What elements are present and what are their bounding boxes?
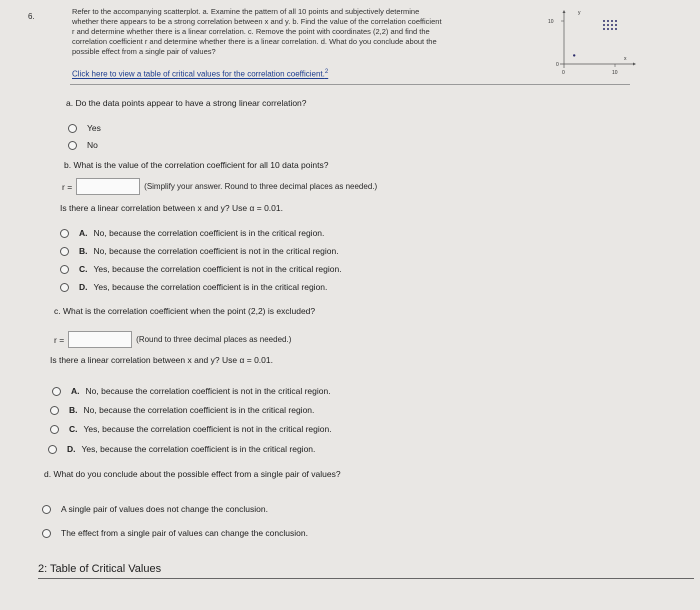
option-label: No bbox=[87, 140, 98, 150]
radio-button[interactable] bbox=[50, 425, 59, 434]
critical-values-link[interactable] bbox=[72, 69, 328, 79]
option-letter: C. bbox=[79, 264, 88, 274]
option-letter: B. bbox=[79, 246, 88, 256]
footer-divider bbox=[38, 578, 694, 579]
option-label: No, because the correlation coefficient is not in the critical region. bbox=[93, 246, 339, 256]
part-a-option-no[interactable] bbox=[68, 140, 98, 150]
part-b-prompt: b. What is the value of the correlation coefficient for all 10 data points? bbox=[64, 160, 329, 170]
option-letter: A. bbox=[71, 386, 80, 396]
part-b-option-a[interactable] bbox=[60, 228, 324, 238]
question-line: correlation coefficient r and determine whether there is a linear correlation. d. What do you conclude about the bbox=[72, 37, 437, 46]
radio-button[interactable] bbox=[42, 505, 51, 514]
part-b-question: Is there a linear correlation between x and y? Use α = 0.01. bbox=[60, 203, 283, 213]
option-label: Yes, because the correlation coefficient is in the critical region. bbox=[93, 282, 328, 292]
y-axis-label: y bbox=[578, 10, 581, 16]
scatterplot[interactable] bbox=[548, 8, 638, 78]
option-label: The effect from a single pair of values can change the conclusion. bbox=[61, 528, 308, 538]
y-max-label: 10 bbox=[548, 19, 554, 25]
y-axis-arrow bbox=[563, 10, 566, 13]
part-b-option-d[interactable] bbox=[60, 282, 327, 292]
x-axis-arrow bbox=[633, 63, 636, 66]
radio-button[interactable] bbox=[60, 283, 69, 292]
radio-button[interactable] bbox=[60, 265, 69, 274]
option-label: No, because the correlation coefficient is in the critical region. bbox=[83, 405, 315, 415]
option-letter: D. bbox=[79, 282, 88, 292]
option-letter: B. bbox=[69, 405, 78, 415]
y-origin-label: 0 bbox=[556, 62, 559, 68]
part-d-option-1[interactable] bbox=[42, 504, 268, 514]
part-c-option-b[interactable] bbox=[50, 405, 314, 415]
option-label: A single pair of values does not change the conclusion. bbox=[61, 504, 268, 514]
option-label: Yes, because the correlation coefficient is not in the critical region. bbox=[83, 424, 332, 434]
scatter-points bbox=[573, 54, 575, 56]
part-c-option-d[interactable] bbox=[48, 444, 315, 454]
critical-values-link-text[interactable]: Click here to view a table of critical values for the correlation coefficient. bbox=[72, 69, 325, 79]
question-line: possible effect from a single pair of values? bbox=[72, 47, 216, 56]
part-c-option-a[interactable] bbox=[52, 386, 331, 396]
option-letter: C. bbox=[69, 424, 78, 434]
option-label: No, because the correlation coefficient is in the critical region. bbox=[93, 228, 325, 238]
grid-icon[interactable] bbox=[603, 20, 617, 34]
x-origin-label: 0 bbox=[562, 70, 565, 76]
question-line: r and determine whether there is a linear correlation. c. Remove the point with coordinates (2,2) and find the bbox=[72, 27, 430, 36]
part-b-option-b[interactable] bbox=[60, 246, 339, 256]
part-b-option-c[interactable] bbox=[60, 264, 342, 274]
part-d-prompt: d. What do you conclude about the possible effect from a single pair of values? bbox=[44, 469, 341, 479]
option-label: Yes, because the correlation coefficient is in the critical region. bbox=[81, 444, 316, 454]
part-a-option-yes[interactable] bbox=[68, 123, 101, 133]
radio-button[interactable] bbox=[68, 124, 77, 133]
part-c-answer-row bbox=[54, 331, 291, 348]
part-d-option-2[interactable] bbox=[42, 528, 308, 538]
question-number: 6. bbox=[28, 12, 35, 21]
option-letter: A. bbox=[79, 228, 88, 238]
x-max-label: 10 bbox=[612, 70, 618, 76]
option-label: Yes bbox=[87, 123, 101, 133]
part-c-option-c[interactable] bbox=[50, 424, 332, 434]
footnote-title: 2: Table of Critical Values bbox=[38, 563, 162, 575]
radio-button[interactable] bbox=[50, 406, 59, 415]
question-line: Refer to the accompanying scatterplot. a. Examine the pattern of all 10 points and subjectively determine bbox=[72, 7, 420, 16]
part-b-r-input[interactable] bbox=[76, 178, 140, 195]
r-label: r = bbox=[54, 334, 65, 345]
scatter-point bbox=[573, 54, 575, 56]
part-c-r-input[interactable] bbox=[68, 331, 132, 348]
radio-button[interactable] bbox=[52, 387, 61, 396]
x-axis-label: x bbox=[624, 56, 627, 62]
part-a-prompt: a. Do the data points appear to have a strong linear correlation? bbox=[66, 98, 307, 108]
option-label: Yes, because the correlation coefficient is not in the critical region. bbox=[93, 264, 342, 274]
r-label: r = bbox=[62, 181, 73, 192]
radio-button[interactable] bbox=[48, 445, 57, 454]
option-letter: D. bbox=[67, 444, 76, 454]
radio-button[interactable] bbox=[68, 141, 77, 150]
header-divider bbox=[70, 84, 630, 85]
question-line: whether there appears to be a strong correlation between x and y. b. Find the value of the correlation coefficient bbox=[72, 17, 442, 26]
part-b-hint: (Simplify your answer. Round to three decimal places as needed.) bbox=[144, 182, 378, 191]
radio-button[interactable] bbox=[60, 247, 69, 256]
option-label: No, because the correlation coefficient is not in the critical region. bbox=[85, 386, 331, 396]
part-c-prompt: c. What is the correlation coefficient when the point (2,2) is excluded? bbox=[54, 306, 316, 316]
radio-button[interactable] bbox=[42, 529, 51, 538]
part-c-question: Is there a linear correlation between x and y? Use α = 0.01. bbox=[50, 355, 273, 365]
part-c-hint: (Round to three decimal places as needed.) bbox=[136, 335, 292, 344]
question-text bbox=[72, 7, 442, 57]
link-footnote-marker: 2 bbox=[324, 69, 329, 75]
part-b-answer-row bbox=[62, 178, 377, 195]
radio-button[interactable] bbox=[60, 229, 69, 238]
